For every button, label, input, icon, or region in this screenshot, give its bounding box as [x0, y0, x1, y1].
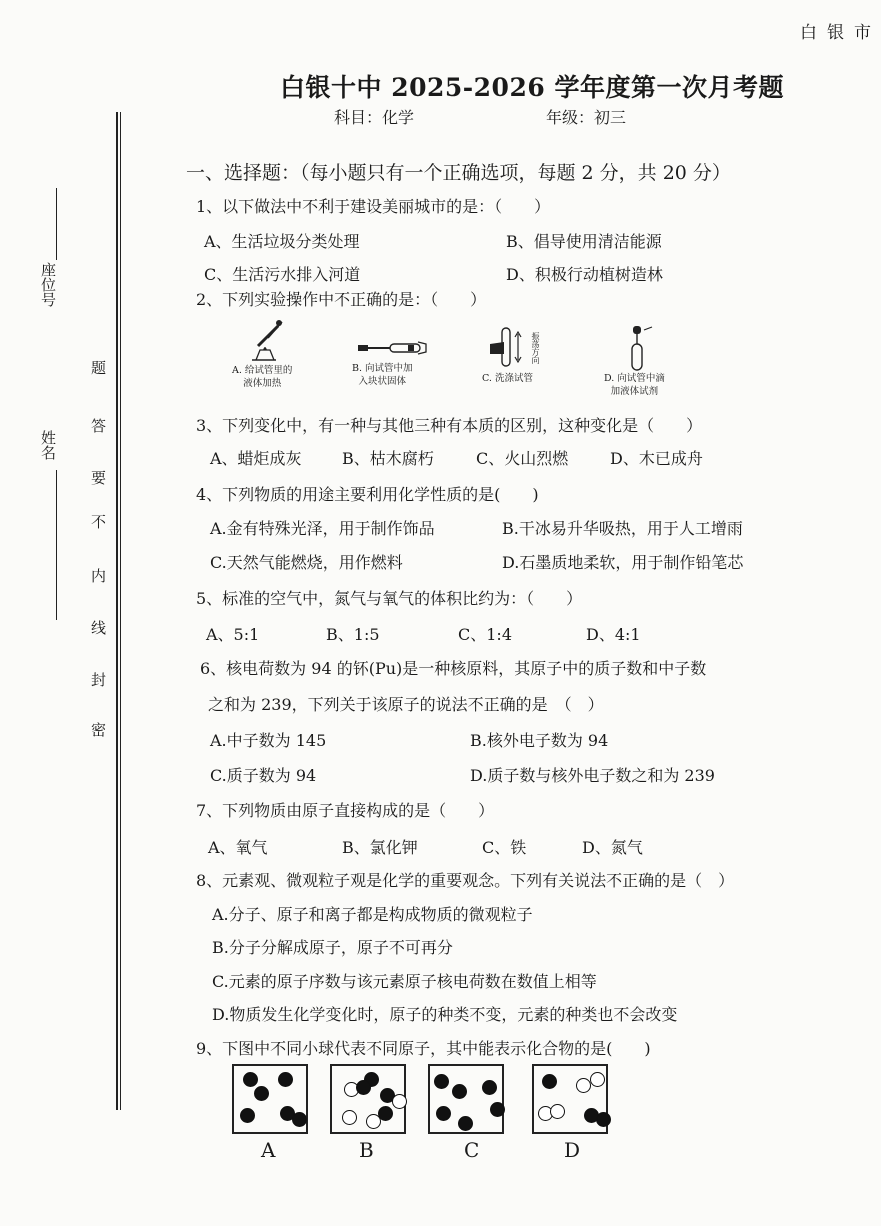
notice-char: 内 — [89, 568, 107, 583]
notice-char: 封 — [89, 672, 107, 687]
black-atom — [278, 1072, 293, 1087]
option-c: C、生活污水排入河道 — [204, 265, 361, 284]
notice-char: 答 — [89, 418, 107, 433]
black-atom — [458, 1116, 473, 1131]
black-atom — [243, 1072, 258, 1087]
option-b: B、氯化钾 — [342, 838, 418, 857]
black-atom — [240, 1108, 255, 1123]
option-b: B.分子分解成原子，原子不可再分 — [212, 938, 453, 957]
question-stem: 4、下列物质的用途主要利用化学性质的是( ) — [196, 485, 539, 504]
figure-caption-a: A. 给试管里的 液体加热 — [232, 365, 293, 389]
box-label-c: C — [464, 1138, 480, 1162]
option-a: A.中子数为 145 — [210, 731, 327, 750]
option-d: D、氮气 — [582, 838, 643, 857]
option-b: B.干冰易升华吸热，用于人工增雨 — [502, 519, 743, 538]
black-atom — [542, 1074, 557, 1089]
particle-box-b — [330, 1064, 406, 1134]
option-a: A、蜡炬成灰 — [210, 449, 302, 468]
question-stem: 7、下列物质由原子直接构成的是（ ） — [196, 801, 495, 820]
question-stem: 1、以下做法中不利于建设美丽城市的是：（ ） — [196, 197, 551, 216]
name-label: 姓名 — [39, 430, 57, 460]
option-c: C.天然气能燃烧，用作燃料 — [210, 553, 403, 572]
option-c: C.元素的原子序数与该元素原子核电荷数在数值上相等 — [212, 972, 597, 991]
question-stem: 9、下图中不同小球代表不同原子，其中能表示化合物的是( ) — [196, 1039, 651, 1058]
option-a: A、生活垃圾分类处理 — [204, 232, 360, 251]
black-atom — [292, 1112, 307, 1127]
option-d: D.物质发生化学变化时，原子的种类不变，元素的种类也不会改变 — [212, 1005, 678, 1024]
section-title: 一、选择题：（每小题只有一个正确选项，每题 2 分，共 20 分） — [186, 162, 731, 184]
option-a: A.分子、原子和离子都是构成物质的微观粒子 — [212, 905, 533, 924]
option-d: D.石墨质地柔软，用于制作铅笔芯 — [502, 553, 744, 572]
option-c: C、1:4 — [458, 625, 512, 644]
option-d: D、木已成舟 — [610, 449, 703, 468]
notice-char: 题 — [89, 360, 107, 375]
black-atom — [452, 1084, 467, 1099]
box-label-a: A — [261, 1138, 276, 1162]
particle-box-d — [532, 1064, 608, 1134]
black-atom — [434, 1074, 449, 1089]
shake-direction-label: 振荡方向 — [531, 332, 540, 364]
question-stem: 8、元素观、微观粒子观是化学的重要观念。下列有关说法不正确的是（ ） — [196, 871, 735, 890]
figure-caption-c: C. 洗涤试管 — [482, 373, 533, 384]
option-a: A、5:1 — [206, 625, 260, 644]
corner-text: 白银市 — [800, 23, 881, 43]
figure-caption-d: D. 向试管中滴 加液体试剂 — [604, 373, 665, 397]
white-atom — [590, 1072, 605, 1087]
solid-into-tube-figure — [356, 338, 428, 358]
question-stem-cont: 之和为 239，下列关于该原子的说法不正确的是 （ ） — [208, 695, 604, 714]
option-b: B、1:5 — [326, 625, 380, 644]
dropper-figure — [624, 324, 654, 372]
option-d: D.质子数与核外电子数之和为 239 — [470, 766, 715, 785]
question-stem: 2、下列实验操作中不正确的是：（ ） — [196, 290, 487, 309]
option-c: C、铁 — [482, 838, 527, 857]
notice-char: 密 — [89, 722, 107, 737]
heating-tube-figure — [246, 316, 286, 364]
subject-label: 科目：化学 — [334, 108, 415, 127]
black-atom — [254, 1086, 269, 1101]
washing-tube-figure — [488, 326, 528, 370]
white-atom — [392, 1094, 407, 1109]
notice-char: 线 — [89, 620, 107, 635]
option-b: B.核外电子数为 94 — [470, 731, 609, 750]
black-atom — [482, 1080, 497, 1095]
white-atom — [576, 1078, 591, 1093]
black-atom — [378, 1106, 393, 1121]
option-d: D、积极行动植树造林 — [506, 265, 663, 284]
name-underline — [56, 470, 57, 620]
question-stem: 5、标准的空气中，氮气与氧气的体积比约为：（ ） — [196, 589, 583, 608]
option-c: C.质子数为 94 — [210, 766, 317, 785]
white-atom — [342, 1110, 357, 1125]
notice-char: 要 — [89, 470, 107, 485]
option-c: C、火山烈燃 — [476, 449, 569, 468]
option-a: A.金有特殊光泽，用于制作饰品 — [210, 519, 435, 538]
option-b: B、倡导使用清洁能源 — [506, 232, 662, 251]
black-atom — [356, 1080, 371, 1095]
black-atom — [436, 1106, 451, 1121]
figure-caption-b: B. 向试管中加 入块状固体 — [352, 363, 413, 387]
black-atom — [490, 1102, 505, 1117]
box-label-d: D — [564, 1138, 581, 1162]
option-d: D、4:1 — [586, 625, 641, 644]
particle-box-c — [428, 1064, 504, 1134]
binding-line-inner — [120, 112, 121, 1110]
option-b: B、枯木腐朽 — [342, 449, 434, 468]
seat-label: 座位号 — [39, 262, 57, 307]
binding-line — [116, 112, 118, 1110]
notice-char: 不 — [89, 514, 107, 529]
white-atom — [550, 1104, 565, 1119]
box-label-b: B — [359, 1138, 374, 1162]
question-stem: 6、核电荷数为 94 的钚(Pu)是一种核原料，其原子中的质子数和中子数 — [200, 659, 707, 678]
seat-underline — [56, 188, 57, 260]
grade-label: 年级：初三 — [546, 108, 627, 127]
exam-title: 白银十中 2025-2026 学年度第一次月考题 — [280, 73, 784, 102]
question-stem: 3、下列变化中，有一种与其他三种有本质的区别，这种变化是（ ） — [196, 416, 703, 435]
black-atom — [596, 1112, 611, 1127]
option-a: A、氧气 — [208, 838, 268, 857]
particle-box-a — [232, 1064, 308, 1134]
